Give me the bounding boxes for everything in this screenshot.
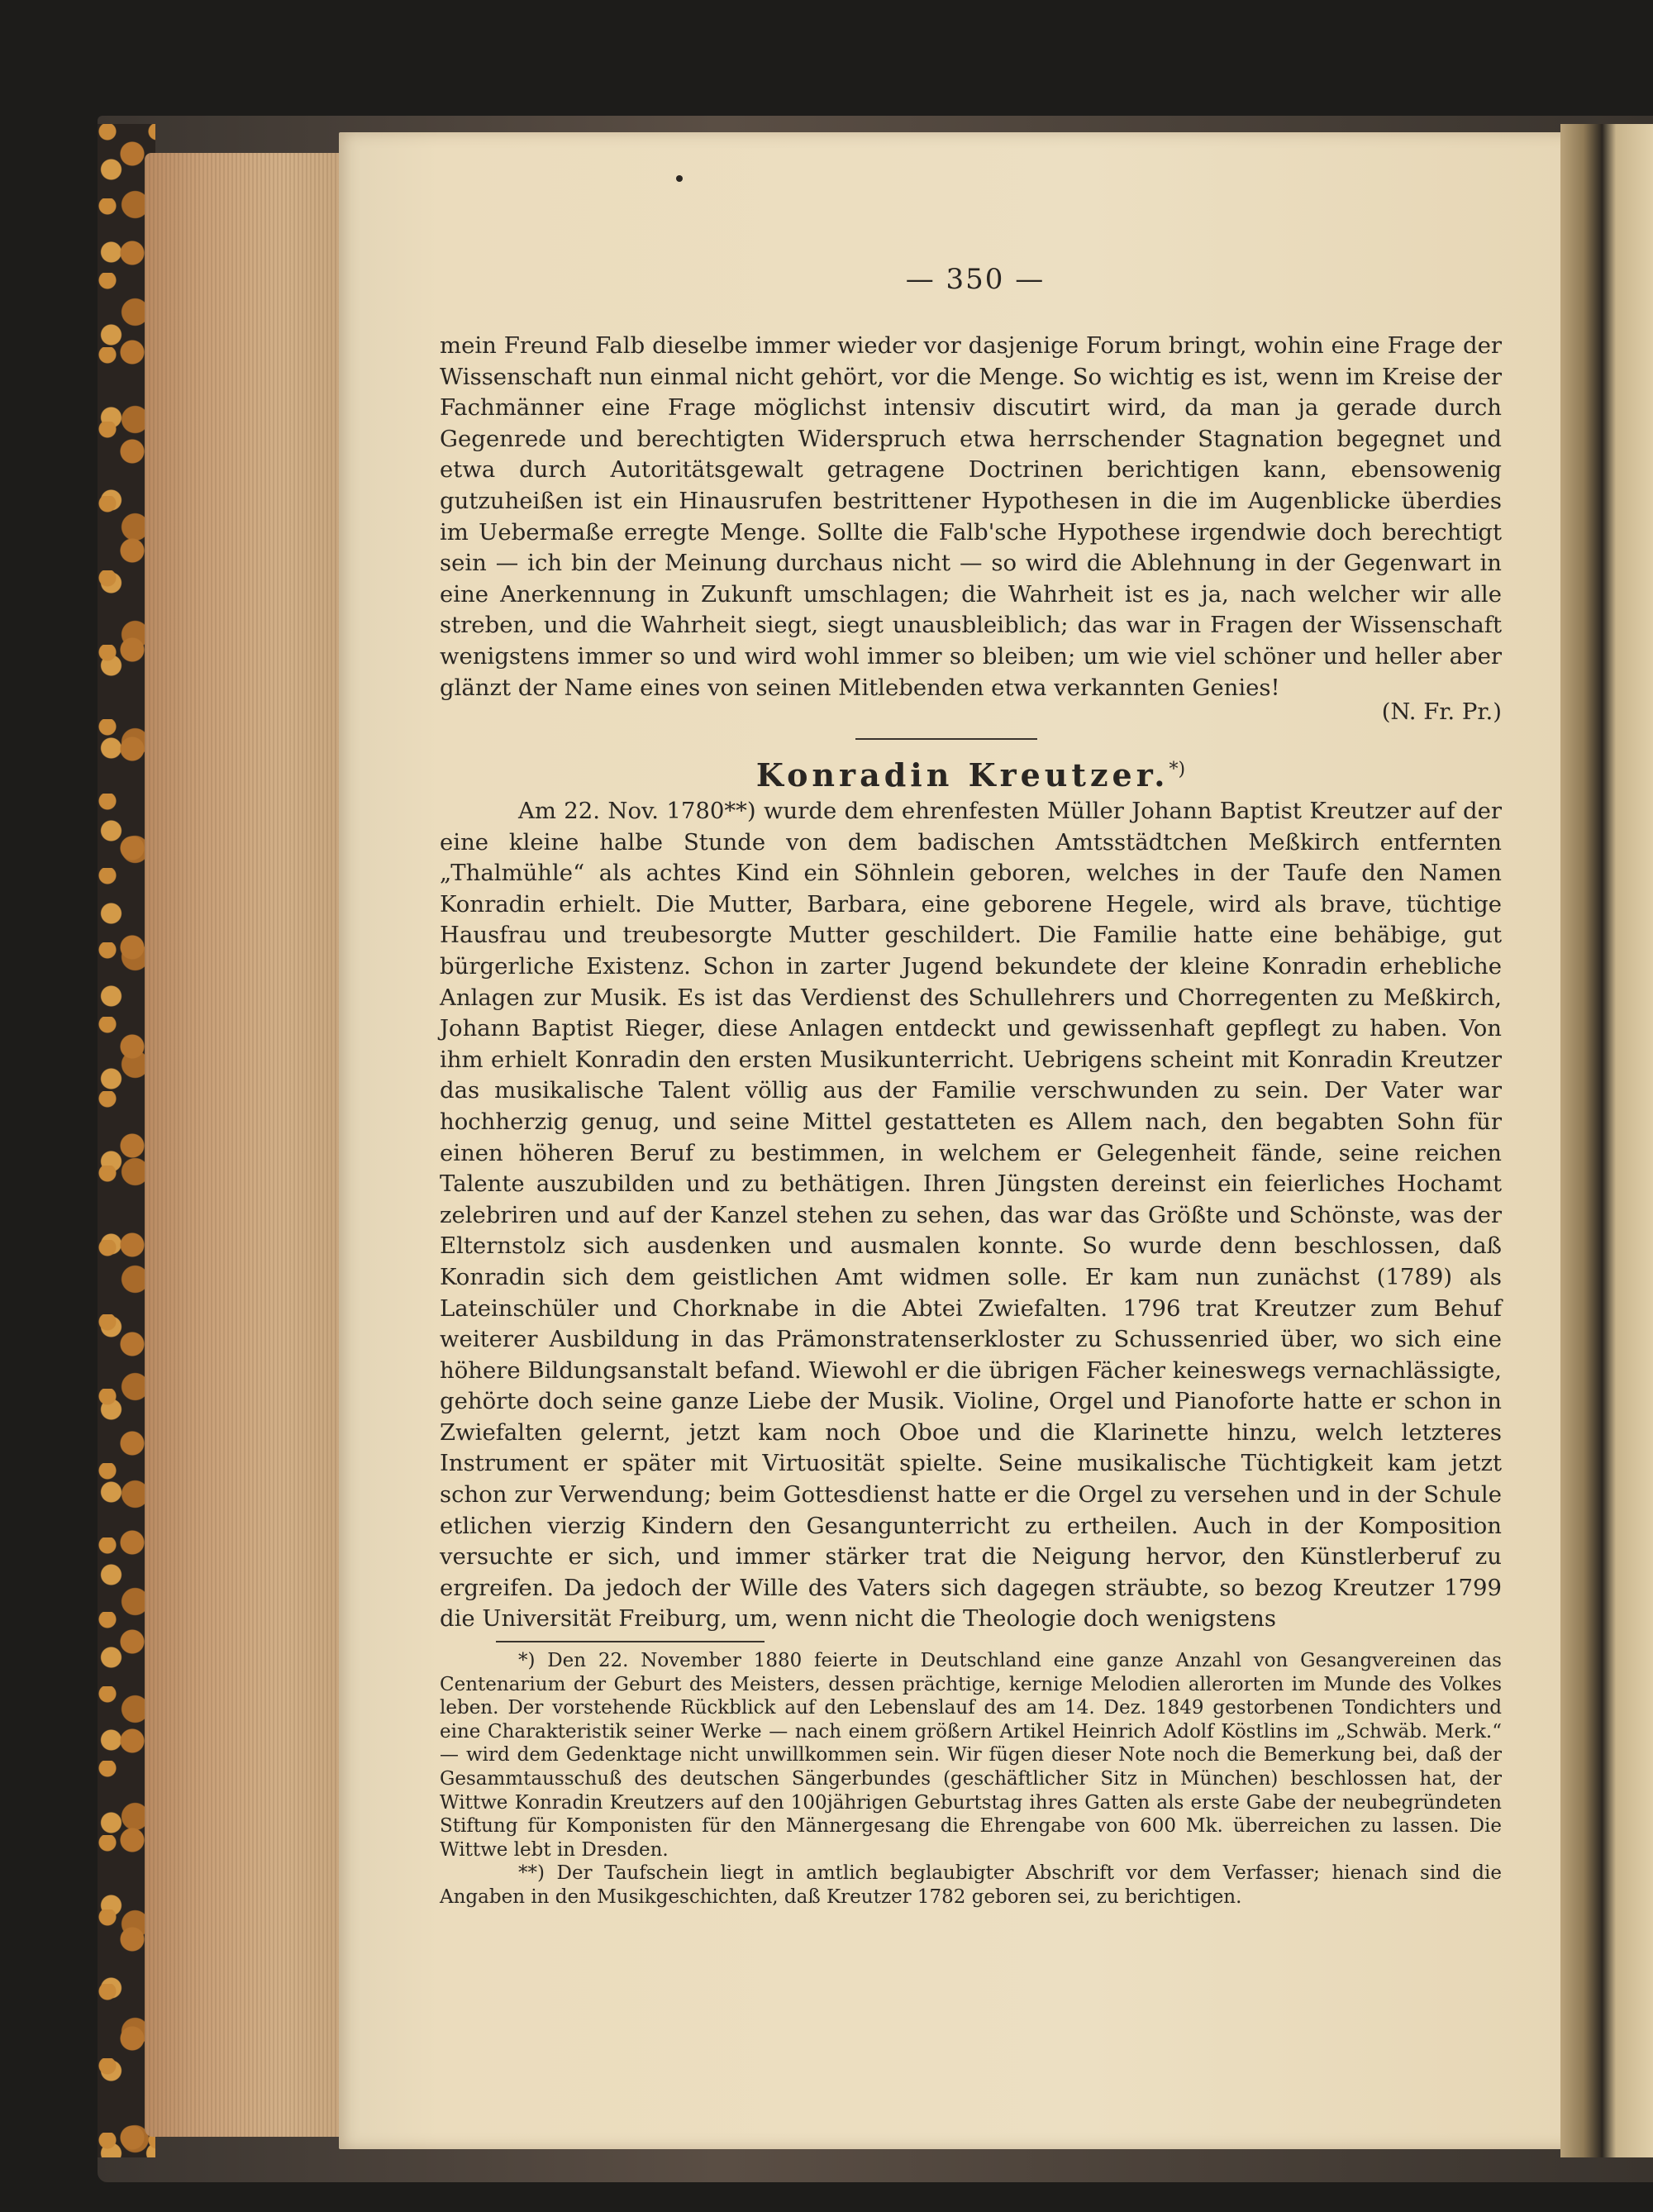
ink-spot xyxy=(676,175,683,182)
footnote-divider xyxy=(496,1641,765,1642)
article-title xyxy=(440,756,1502,794)
footnote-2: **) Der Taufschein liegt in amtlich beglaubigter Abschrift vor dem Verfasser; hienach sind die Angaben in den Musikgeschichten, daß Kreutzer 1782 geboren sei, zu berichtigen. xyxy=(440,1862,1502,1908)
book-gutter xyxy=(1560,124,1653,2157)
source-citation: (N. Fr. Pr.) xyxy=(1381,698,1502,725)
page-stack-edge xyxy=(145,153,343,2137)
intro-paragraph: mein Freund Falb dieselbe immer wieder vor dasjenige Forum bringt, wohin eine Frage der Wissenschaft nun einmal nicht gehört, vor die Menge. So wichtig es ist, wenn im Kreise der Fachmänner eine Frage möglichst intensiv discutirt wird, da man ja gerade durch Gegenrede und berechtigten Widerspruch etwa herrschender Stagnation begegnet und etwa durch Autoritätsgewalt getragene Doctrinen berichtigen kann, ebensowenig gutzuheißen ist ein Hinausrufen bestrittener Hypothesen in die im Augenblicke überdies im Uebermaße erregte Menge. Sollte die Falb'sche Hypothese irgendwie doch berechtigt sein — ich bin der Meinung durchaus nicht — so wird die Ablehnung in der Gegenwart in eine Anerkennung in Zukunft umschlagen; die Wahrheit ist es ja, nach welcher wir alle streben, und die Wahrheit siegt, siegt unausbleiblich; das war in Fragen der Wissenschaft wenigstens immer so und wird wohl immer so bleiben; um wie viel schöner und heller aber glänzt der Name eines von seinen Mitlebenden etwa verkannten Genies! xyxy=(440,332,1502,701)
footnote-1: *) Den 22. November 1880 feierte in Deutschland eine ganze Anzahl von Gesangvereinen das Centenarium der Geburt des Meisters, dessen prächtige, kernige Melodien allerorten im Munde des Volkes leben. Der vorstehende Rückblick auf den Lebenslauf des am 14. Dez. 1849 gestorbenen Tondichters und eine Charakteristik seiner Werke — nach einem größern Artikel Heinrich Adolf Köstlins im „Schwäb. Merk.“ — wird dem Gedenktage nicht unwillkommen sein. Wir fügen dieser Note noch die Bemerkung bei, daß der Gesammtausschuß des deutschen Sängerbundes (geschäftlicher Sitz in München) beschlossen hat, der Wittwe Konradin Kreutzers auf den 100jährigen Geburtstag ihres Gatten als erste Gabe der neubegründeten Stiftung für Komponisten für den Männergesang die Ehrengabe von 600 Mk. überreichen zu lassen. Die Wittwe lebt in Dresden. xyxy=(440,1650,1502,1861)
article-title-footnote-mark: *) xyxy=(1169,759,1186,780)
page-number: — 350 — xyxy=(905,263,1046,296)
article-body: Am 22. Nov. 1780**) wurde dem ehrenfesten Müller Johann Baptist Kreutzer auf der eine kleine halbe Stunde von dem badischen Amtsstädtchen Meßkirch entfernten „Thalmühle“ als achtes Kind ein Söhnlein geboren, welches in der Taufe den Namen Konradin erhielt. Die Mutter, Barbara, eine geborene Hegele, wird als brave, tüchtige Hausfrau und treubesorgte Mutter geschildert. Die Familie hatte eine behäbige, gut bürgerliche Existenz. Schon in zarter Jugend bekundete der kleine Konradin erhebliche Anlagen zur Musik. Es ist das Verdienst des Schullehrers und Chorregenten zu Meßkirch, Johann Baptist Rieger, diese Anlagen entdeckt und gewissenhaft gepflegt zu haben. Von ihm erhielt Konradin den ersten Musikunterricht. Uebrigens scheint mit Konradin Kreutzer das musikalische Talent völlig aus der Familie verschwunden zu sein. Der Vater war hochherzig genug, und seine Mittel gestatteten es Allem nach, den begabten Sohn für einen höheren Beruf zu bestimmen, in welchem er Gelegenheit fände, seine reichen Talente auszubilden und zu bethätigen. Ihren Jüngsten dereinst ein feierliches Hochamt zelebriren und auf der Kanzel stehen zu sehen, das war das Größte und Schönste, was der Elternstolz sich ausdenken und ausmalen konnte. So wurde denn beschlossen, daß Konradin sich dem geistlichen Amt widmen solle. Er kam nun zunächst (1789) als Lateinschüler und Chorknabe in die Abtei Zwiefalten. 1796 trat Kreutzer zum Behuf weiterer Ausbildung in das Prämonstratenserkloster zu Schussenried über, wo sich eine höhere Bildungsanstalt befand. Wiewohl er die übrigen Fächer keineswegs vernachlässigte, gehörte doch seine ganze Liebe der Musik. Violine, Orgel und Pianoforte hatte er schon in Zwiefalten gelernt, jetzt kam noch Oboe und die Klarinette hinzu, welch letzteres Instrument er später mit Virtuosität spielte. Seine musikalische Tüchtigkeit kam jetzt schon zur Verwendung; beim Gottesdienst hatte er die Orgel zu versehen und in der Schule etlichen vierzig Kindern den Gesangunterricht zu ertheilen. Auch in der Komposition versuchte er sich, und immer stärker trat die Neigung hervor, den Künstlerberuf zu ergreifen. Da jedoch der Wille des Vaters sich dagegen sträubte, so bezog Kreutzer 1799 die Universität Freiburg, um, wenn nicht die Theologie doch wenigstens xyxy=(440,798,1502,1633)
article-title-text: Konradin Kreutzer. xyxy=(755,756,1169,794)
section-divider xyxy=(855,738,1037,740)
